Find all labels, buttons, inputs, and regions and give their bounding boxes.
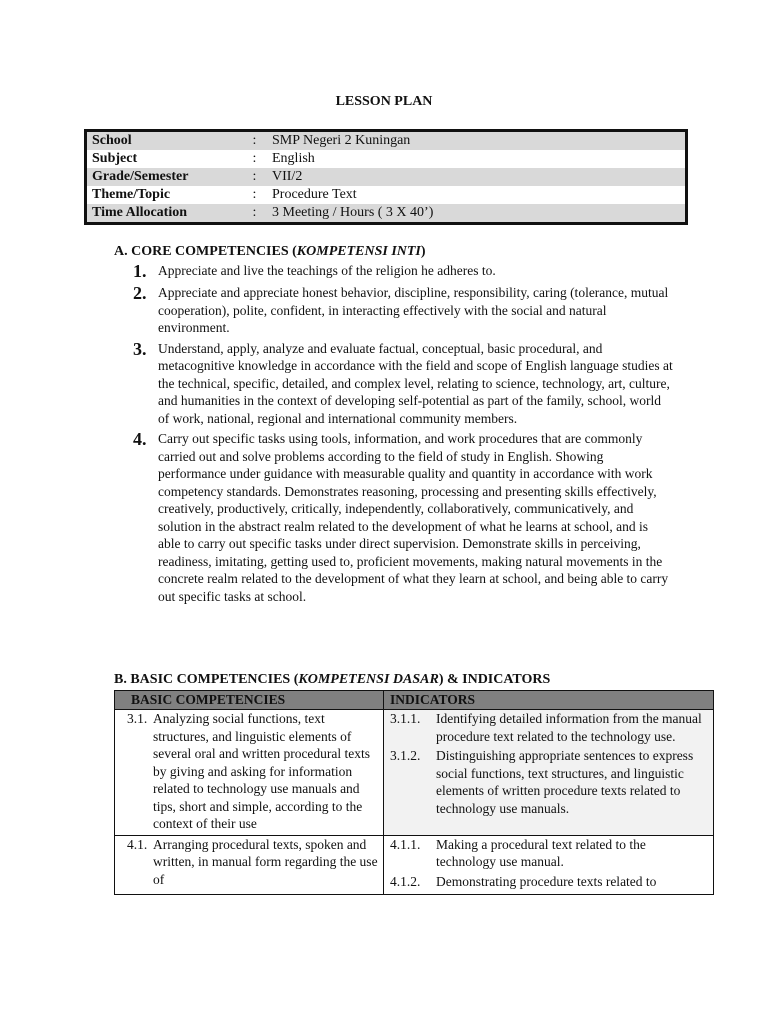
page-title: LESSON PLAN [335,94,433,109]
list-number: 3. [133,338,147,359]
section-heading-text: ) & INDICATORS [438,672,551,687]
list-text: Appreciate and appreciate honest behavior, discipline, responsibility, caring (tolerance, mutual cooperation), polite, confident, in interacting effectively with the social and natural environment. [158,285,669,335]
basic-competency-cell [115,710,384,835]
section-heading-italic: KOMPETENSI INTI [296,244,421,259]
column-header-indicators: INDICATORS [390,692,476,707]
column-header-basic: BASIC COMPETENCIES [115,691,384,709]
competency-text: Analyzing social functions, text structures, and linguistic elements of several oral and written procedural texts by giving and asking for information related to technology use manuals and tips, short and simple, according to the context of their use [153,711,371,831]
list-item [133,340,673,428]
list-item [133,430,673,605]
info-table [84,129,688,225]
competency-table [114,690,714,895]
info-colon: : [252,187,257,202]
table-header [115,691,713,710]
info-label: Grade/Semester [92,169,189,184]
info-label: Subject [92,151,138,166]
indicator-number: 3.1.1. [390,711,421,726]
indicator-item [390,747,707,817]
core-competency-list [133,262,673,608]
section-heading-core [114,244,426,260]
info-value: 3 Meeting / Hours ( 3 X 40’) [272,205,434,220]
basic-competency-cell [115,836,384,895]
table-row [115,710,713,836]
section-heading-basic [114,672,550,688]
info-row-topic [87,186,685,204]
section-heading-text: A. CORE COMPETENCIES ( [114,244,297,259]
list-item [133,284,673,337]
indicator-text: Demonstrating procedure texts related to [436,873,657,889]
indicator-text: Identifying detailed information from the manual procedure text related to the technology use. [436,711,702,744]
list-number: 2. [133,283,147,303]
indicator-text: Making a procedural text related to the technology use manual. [436,836,646,869]
info-row-subject [87,150,685,168]
indicator-number: 4.1.2. [390,873,421,889]
list-text: Appreciate and live the teachings of the religion he adheres to. [158,263,496,278]
info-label: Time Allocation [92,205,188,220]
section-heading-text: ) [420,244,426,259]
list-item [133,262,673,281]
info-value: English [272,151,315,166]
info-row-school [87,132,685,150]
info-value: Procedure Text [272,187,357,202]
list-number: 1. [133,261,147,281]
info-colon: : [252,169,257,184]
list-text: Understand, apply, analyze and evaluate factual, conceptual, basic procedural, and metacognitive knowledge in accordance with the field and scope of English language studies at the technical, specific, detailed, and complex level, relating to science, technology, art, culture, and humanities in the context of developing self-potential as part of the family, school, world of work, national, regional and international community members. [158,340,673,426]
competency-text: Arranging procedural texts, spoken and written, in manual form regarding the use of [153,836,378,887]
info-value: SMP Negeri 2 Kuningan [272,133,411,148]
indicator-number: 4.1.1. [390,836,421,852]
info-value: VII/2 [272,169,303,184]
info-label: Theme/Topic [92,187,171,202]
info-colon: : [252,133,257,148]
info-colon: : [252,151,257,166]
indicators-cell [384,836,713,895]
info-label: School [92,133,132,148]
competency-number: 3.1. [127,711,148,726]
list-text: Carry out specific tasks using tools, information, and work procedures that are commonly carried out and solve problems according to the field of study in English. Showing performance under guidance with measurable quality and quantity in accordance with work competency standards. Demonstrates reasoning, processing and presenting skills effectively, creatively, productively, critically, independently, collaboratively, communicatively, and solution in the abstract realm related to the development of what he learns at school, and is able to carry out specific tasks under direct supervision. Demonstrate skills in perceiving, readiness, imitating, getting used to, proficient movements, making natural movements in the concrete realm related to the development of what they learn at school, and being able to carry out specific tasks at school. [158,431,669,604]
indicator-item [390,710,707,745]
info-colon: : [252,205,257,220]
section-heading-italic: KOMPETENSI DASAR [298,672,439,687]
indicator-item [390,873,707,891]
section-heading-text: B. BASIC COMPETENCIES ( [114,672,299,687]
info-row-grade [87,168,685,186]
indicator-text: Distinguishing appropriate sentences to express social functions, text structures, and linguistic elements of written procedure texts related to technology use manuals. [436,748,694,816]
list-number: 4. [133,429,147,449]
indicators-cell [384,710,713,835]
indicator-number: 3.1.2. [390,748,421,763]
table-row [115,836,713,895]
indicator-item [390,836,707,871]
info-row-time [87,204,685,222]
competency-number: 4.1. [127,836,148,852]
